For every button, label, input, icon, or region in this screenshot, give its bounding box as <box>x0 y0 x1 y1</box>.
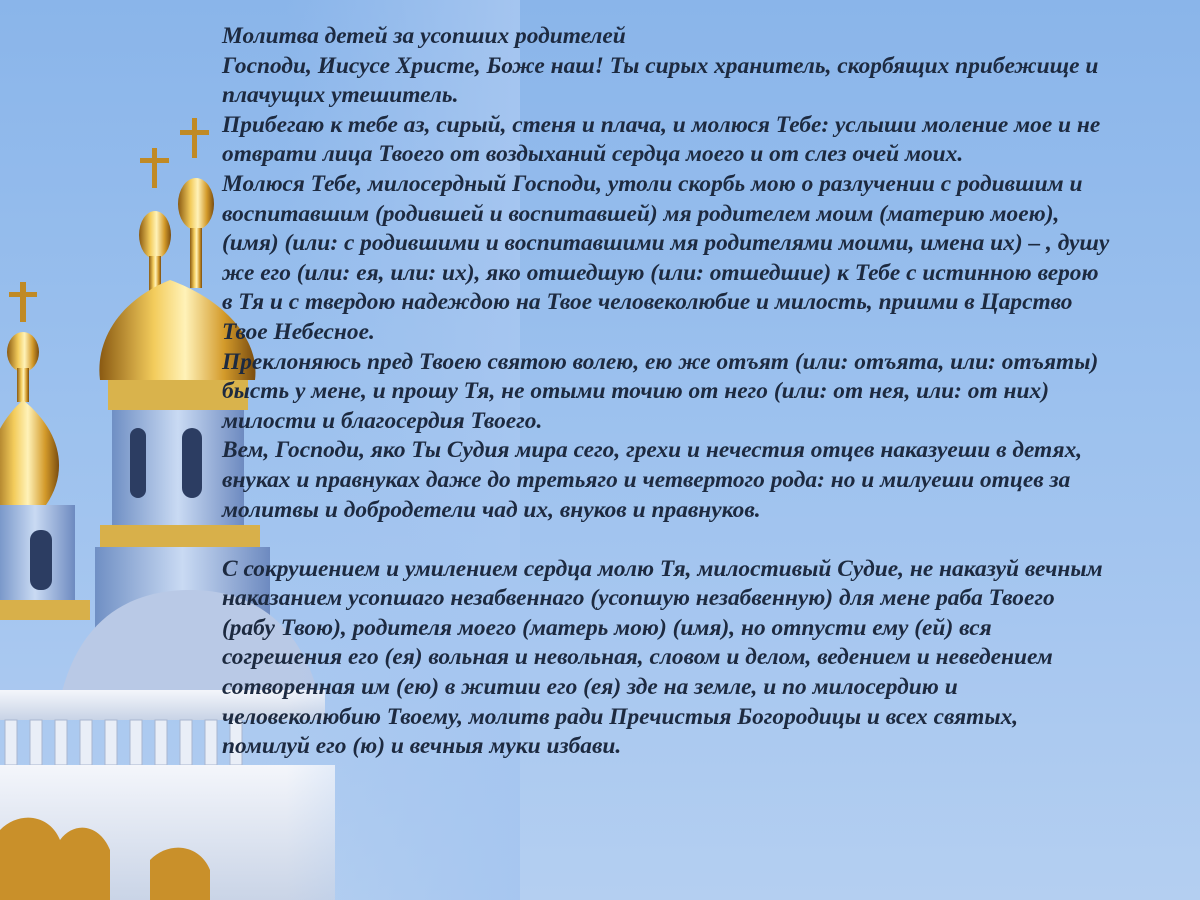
prayer-line: внуках и правнуках даже до третьяго и четвертого рода: но и милуеши отцев за <box>222 466 1071 493</box>
prayer-line: воспитавшим (родившей и воспитавшей) мя родителем моим (материю моею), <box>222 200 1060 227</box>
prayer-line: помилуй его (ю) и вечныя муки избави. <box>222 733 622 760</box>
prayer-line: Преклоняюсь пред Твоею святою волею, ею же отъят (или: отъята, или: отъяты) <box>222 348 1099 375</box>
prayer-line: (имя) (или: с родившими и воспитавшими мя родителями моими, имена их) – , душу <box>222 230 1110 257</box>
prayer-text <box>222 22 1182 762</box>
prayer-line: согрешения его (ея) вольная и невольная, словом и делом, ведением и неведением <box>222 644 1053 671</box>
prayer-line: в Тя и с твердою надеждою на Твое человеколюбие и милость, приими в Царство <box>222 289 1073 316</box>
prayer-line: плачущих утешитель. <box>222 82 459 109</box>
prayer-line: наказанием усопшаго незабвеннаго (усопшую незабвенную) для мене раба Твоего <box>222 585 1055 612</box>
prayer-line: молитвы и добродетели чад их, внуков и правнуков. <box>222 496 761 523</box>
prayer-line: Господи, Иисусе Христе, Боже наш! Ты сирых хранитель, скорбящих прибежище и <box>222 52 1099 79</box>
prayer-title: Молитва детей за усопших родителей <box>222 23 626 49</box>
prayer-line: сотворенная им (ею) в житии его (ея) зде на земле, и по милосердию и <box>222 674 958 701</box>
prayer-line: Вем, Господи, яко Ты Судия мира сего, грехи и нечестия отцев наказуеши в детях, <box>222 437 1083 464</box>
prayer-line: С сокрушением и умилением сердца молю Тя, милостивый Судие, не наказуй вечным <box>222 555 1103 582</box>
prayer-line: человеколюбию Твоему, молитв ради Пречистыя Богородицы и всех святых, <box>222 703 1019 730</box>
prayer-line: Прибегаю к тебе аз, сирый, стеня и плача, и молюся Тебе: услыши моление мое и не <box>222 111 1101 138</box>
prayer-line: милости и благосердия Твоего. <box>222 407 543 434</box>
prayer-line: бысть у мене, и прошу Тя, не отыми точию от него (или: от нея, или: от них) <box>222 378 1050 405</box>
prayer-line: отврати лица Твоего от воздыханий сердца моего и от слез очей моих. <box>222 141 964 168</box>
prayer-line: Твое Небесное. <box>222 318 375 345</box>
paragraph-gap <box>222 525 1182 555</box>
prayer-line: (рабу Твою), родителя моего (матерь мою) (имя), но отпусти ему (ей) вся <box>222 614 992 641</box>
prayer-line: Молюся Тебе, милосердный Господи, утоли скорбь мою о разлучении с родившим и <box>222 170 1083 197</box>
prayer-line: же его (или: ея, или: их), яко отшедшую (или: отшедшие) к Тебе с истинною верою <box>222 259 1099 286</box>
